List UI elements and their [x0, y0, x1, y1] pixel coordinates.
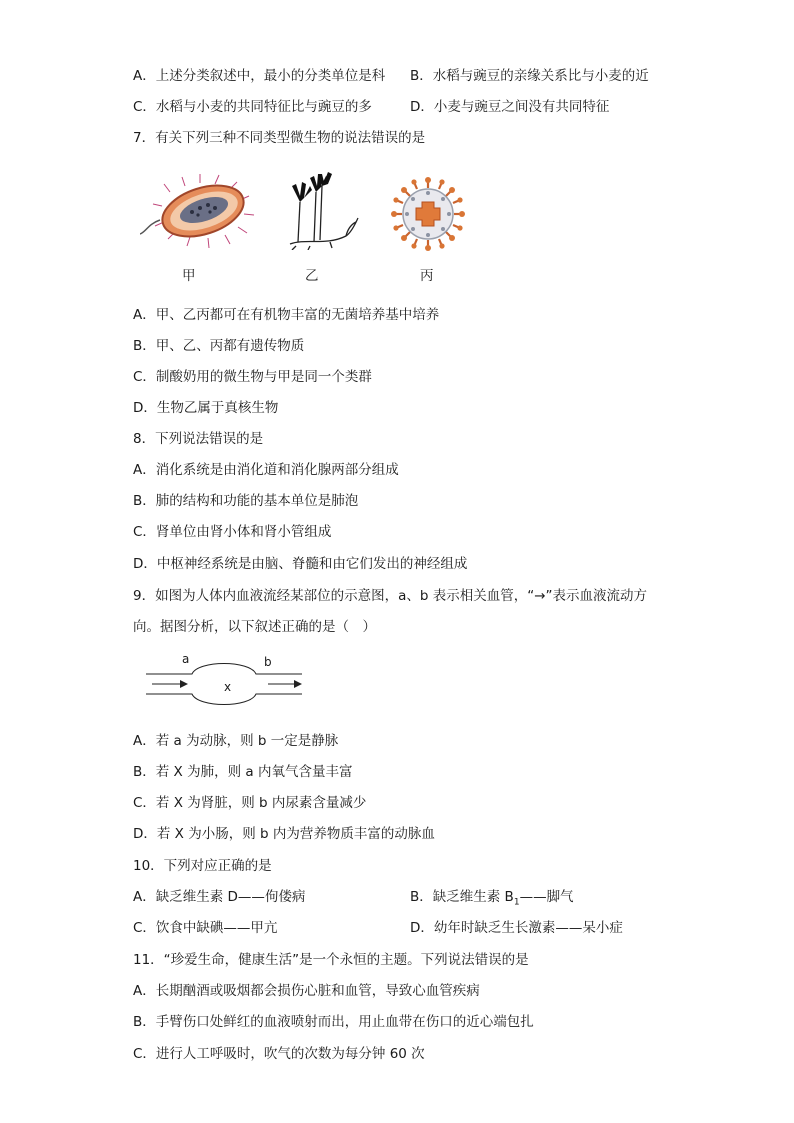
figure-label-bing: 丙 [420, 268, 434, 284]
virus-image [390, 176, 466, 252]
q9-stem-line1: 9．如图为人体内血液流经某部位的示意图，a、b 表示相关血管，“→”表示血液流动方 [133, 588, 648, 604]
q10-option-c: C．饮食中缺碘——甲亢 [133, 920, 278, 936]
q10-option-d: D．幼年时缺乏生长激素——呆小症 [410, 920, 623, 936]
q6-option-c: C．水稻与小麦的共同特征比与豌豆的多 [133, 99, 372, 115]
q9-option-d: D．若 X 为小肠，则 b 内为营养物质丰富的动脉血 [133, 826, 435, 842]
q9-option-a: A．若 a 为动脉，则 b 一定是静脉 [133, 733, 339, 749]
q10-option-a: A．缺乏维生素 D——佝偻病 [133, 889, 306, 905]
q6-option-d: D．小麦与豌豆之间没有共同特征 [410, 99, 610, 115]
mold-image [286, 172, 362, 250]
q6-option-a: A．上述分类叙述中，最小的分类单位是科 [133, 68, 386, 84]
q7-option-d: D．生物乙属于真核生物 [133, 400, 279, 416]
q6-option-b: B．水稻与豌豆的亲缘关系比与小麦的近 [410, 68, 649, 84]
q7-option-a: A．甲、乙丙都可在有机物丰富的无菌培养基中培养 [133, 307, 440, 323]
q8-option-c: C．肾单位由肾小体和肾小管组成 [133, 524, 332, 540]
q11-option-a: A．长期酗酒或吸烟都会损伤心脏和血管，导致心血管疾病 [133, 983, 480, 999]
vessel-label-b: b [264, 655, 272, 669]
q9-option-b: B．若 X 为肺，则 a 内氧气含量丰富 [133, 764, 353, 780]
q11-option-b: B．手臂伤口处鲜红的血液喷射而出，用止血带在伤口的近心端包扎 [133, 1014, 534, 1030]
q10-option-b: B．缺乏维生素 $B_1——$脚气 [410, 889, 574, 908]
vessel-label-a: a [182, 652, 190, 666]
q7-stem: 7．有关下列三种不同类型微生物的说法错误的是 [133, 130, 426, 146]
q9-option-c: C．若 X 为肾脏，则 b 内尿素含量减少 [133, 795, 367, 811]
q7-option-b: B．甲、乙、丙都有遗传物质 [133, 338, 305, 354]
organ-label-x: x [224, 680, 232, 694]
q9-stem-line2: 向。据图分析，以下叙述正确的是（ ） [133, 619, 376, 635]
q7-option-c: C．制酸奶用的微生物与甲是同一个类群 [133, 369, 372, 385]
q11-stem: 11．“珍爱生命，健康生活”是一个永恒的主题。下列说法错误的是 [133, 952, 529, 968]
q8-option-d: D．中枢神经系统是由脑、脊髓和由它们发出的神经组成 [133, 556, 468, 572]
q10-stem: 10．下列对应正确的是 [133, 858, 272, 874]
q8-option-b: B．肺的结构和功能的基本单位是肺泡 [133, 493, 359, 509]
figure-label-yi: 乙 [305, 268, 319, 284]
bacterium-image [140, 172, 260, 252]
q11-option-c: C．进行人工呼吸时，吹气的次数为每分钟 60 次 [133, 1046, 425, 1062]
q8-stem: 8．下列说法错误的是 [133, 431, 264, 447]
figure-label-jia: 甲 [182, 268, 196, 284]
q8-option-a: A．消化系统是由消化道和消化腺两部分组成 [133, 462, 399, 478]
